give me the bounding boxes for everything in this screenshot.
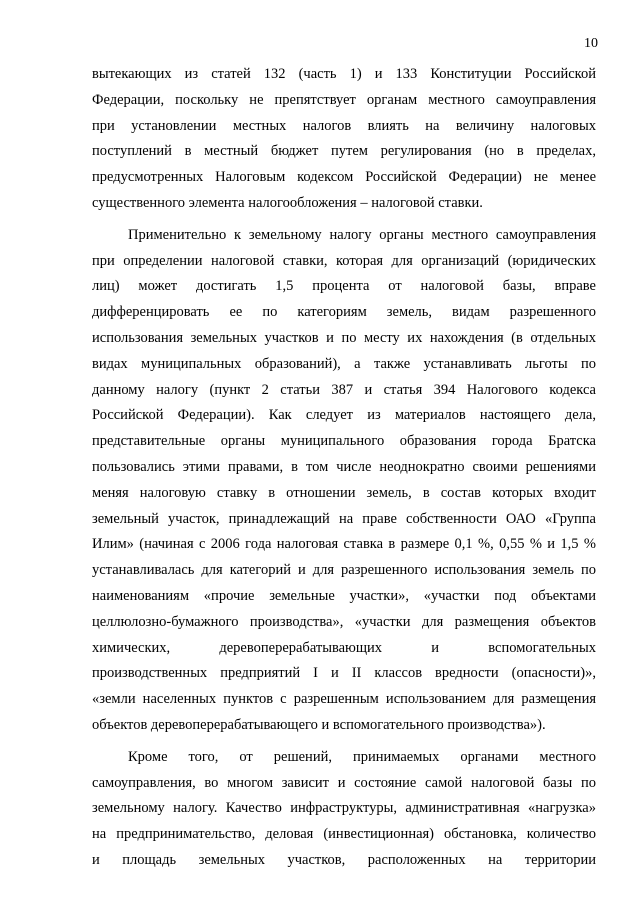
text-line: пользовались этими правами, в том числе неоднократно своими решениями — [92, 458, 596, 475]
text-line: «земли населенных пунктов с разрешенным использованием для размещения — [92, 691, 596, 708]
text-line: самоуправления, во многом зависит и состояние самой налоговой базы по — [92, 774, 596, 791]
text-line: химических, деревоперерабатывающих и вспомогательных — [92, 639, 596, 656]
text-line: представительные органы муниципального образования города Братска — [92, 433, 596, 450]
text-line: меняя налоговую ставку в отношении земель, в состав которых входит — [92, 484, 596, 501]
text-line: при установлении местных налогов влиять на величину налоговых — [92, 117, 596, 134]
text-line: дифференцировать ее по категориям земель, видам разрешенного — [92, 304, 596, 321]
text-line: Российской Федерации). Как следует из материалов настоящего дела, — [92, 407, 596, 424]
page-body — [92, 62, 596, 874]
text-line: целлюлозно-бумажного производства», «участки для размещения объектов — [92, 613, 596, 630]
text-line: наименованиям «прочие земельные участки», «участки под объектами — [92, 587, 596, 604]
text-line: земельный участок, принадлежащий на праве собственности ОАО «Группа — [92, 510, 596, 527]
text-line: существенного элемента налогообложения – налоговой ставки. — [92, 194, 483, 211]
text-line: объектов деревоперерабатывающего и вспомогательного производства»). — [92, 716, 546, 733]
text-line: предусмотренных Налоговым кодексом Российской Федерации) не менее — [92, 169, 596, 186]
text-line: видах муниципальных образований), а также устанавливать льготы по — [92, 355, 596, 372]
text-line: поступлений в местный бюджет путем регулирования (но в пределах, — [92, 143, 596, 160]
text-line: при определении налоговой ставки, которая для организаций (юридических — [92, 252, 596, 269]
text-line: и площадь земельных участков, расположенных на территории — [92, 851, 596, 868]
text-line: вытекающих из статей 132 (часть 1) и 133 Конституции Российской — [92, 66, 596, 82]
text-line: лиц) может достигать 1,5 процента от налоговой базы, вправе — [92, 278, 596, 295]
text-line: Кроме того, от решений, принимаемых органами местного — [128, 748, 596, 765]
text-line: земельному налогу. Качество инфраструктуры, административная «нагрузка» — [92, 800, 596, 817]
text-line: устанавливалась для категорий и для разрешенного использования земель по — [92, 562, 596, 579]
text-line: использования земельных участков и по месту их нахождения (в отдельных — [92, 329, 596, 346]
text-line: на предпринимательство, деловая (инвестиционная) обстановка, количество — [92, 826, 596, 843]
text-line: Илим» (начиная с 2006 года налоговая ставка в размере 0,1 %, 0,55 % и 1,5 % — [92, 536, 596, 553]
text-line: Применительно к земельному налогу органы местного самоуправления — [128, 226, 596, 243]
text-line: данному налогу (пункт 2 статьи 387 и статья 394 Налогового кодекса — [92, 381, 596, 398]
page-number: 10 — [584, 36, 598, 51]
text-line: Федерации, поскольку не препятствует органам местного самоуправления — [92, 91, 596, 108]
text-line: производственных предприятий I и II классов вредности (опасности)», — [92, 665, 596, 682]
